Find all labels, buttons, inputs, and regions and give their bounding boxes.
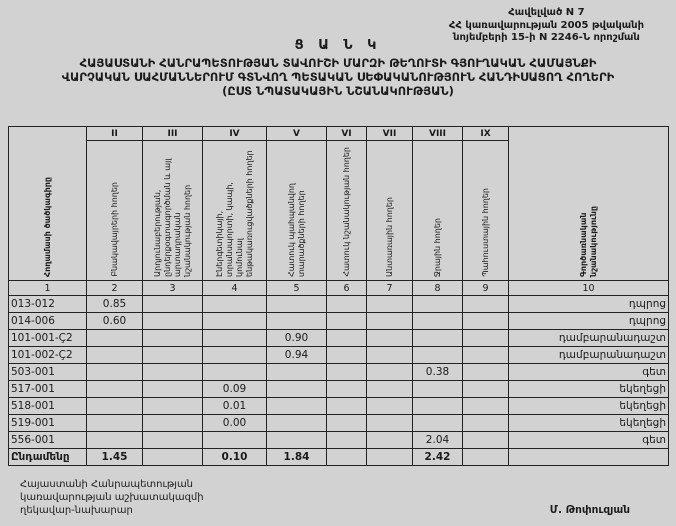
heading-line: ՎԱՐՉԱԿԱՆ ՍԱՀՄԱՆՆԵՐՈՒՄ ԳՏՆՎՈՂ ՊԵՏԱԿԱՆ ՍԵՓԱԿԱՆՈՒԹՅՈՒՆ ՀԱՆԴԻՍԱՑՈՂ ՀՈՂԵՐԻ — [61, 70, 615, 85]
column-header-purpose — [509, 127, 669, 281]
column-number: 4 — [203, 281, 267, 296]
parcel-code: 101-001-Ç2 — [9, 330, 87, 347]
area-value — [203, 432, 267, 449]
column-header — [87, 141, 143, 281]
column-number: 9 — [463, 281, 509, 296]
area-value — [327, 296, 367, 313]
area-value — [143, 330, 203, 347]
heading-line: ՀԱՅԱՍՏԱՆԻ ՀԱՆՐԱՊԵՏՈՒԹՅԱՆ ՏԱՎՈՒՇԻ ՄԱՐԶԻ ԹԵՂՈՒՏԻ ԳՅՈՒՂԱԿԱՆ ՀԱՄԱՅՆՔԻ — [79, 56, 597, 70]
area-value — [413, 313, 463, 330]
land-use: եկեղեցի — [509, 415, 669, 432]
roman-numeral: II — [87, 127, 143, 141]
roman-numeral: III — [143, 127, 203, 141]
area-value — [327, 432, 367, 449]
area-value — [413, 296, 463, 313]
column-number: 6 — [327, 281, 367, 296]
land-use: եկեղեցի — [509, 398, 669, 415]
area-value — [367, 364, 413, 381]
column-header-code — [9, 127, 87, 281]
area-value — [203, 313, 267, 330]
area-value — [327, 313, 367, 330]
area-value — [267, 296, 327, 313]
area-value — [203, 330, 267, 347]
table-row — [9, 364, 669, 381]
area-value — [463, 330, 509, 347]
column-header-label: Պահուստային հողեր — [480, 188, 490, 277]
appendix-line: Հավելված N 7 — [508, 7, 585, 18]
area-value — [367, 296, 413, 313]
parcel-code: 503-001 — [9, 364, 87, 381]
table-row — [9, 347, 669, 364]
appendix-line: ՀՀ կառավարության 2005 թվականի — [448, 19, 644, 31]
area-value: 0.85 — [87, 296, 143, 313]
table-row — [9, 313, 669, 330]
area-value: 0.01 — [203, 398, 267, 415]
area-value — [203, 364, 267, 381]
area-value: 1.45 — [87, 449, 143, 466]
page-title: Ց Ա Ն Կ — [294, 38, 382, 53]
column-header — [367, 141, 413, 281]
land-use: գետ — [509, 432, 669, 449]
area-value — [463, 432, 509, 449]
area-value — [413, 330, 463, 347]
parcel-code: 101-002-Ç2 — [9, 347, 87, 364]
area-value — [143, 449, 203, 466]
parcel-code: 013-012 — [9, 296, 87, 313]
area-value — [143, 381, 203, 398]
land-table — [8, 126, 669, 466]
column-number: 8 — [413, 281, 463, 296]
land-use: դամբարանադաշտ — [509, 347, 669, 364]
area-value — [267, 364, 327, 381]
area-value: 0.90 — [267, 330, 327, 347]
land-use: դպրոց — [509, 296, 669, 313]
column-header — [413, 141, 463, 281]
column-header — [267, 141, 327, 281]
roman-numeral-row — [9, 127, 669, 141]
land-use: դամբարանադաշտ — [509, 330, 669, 347]
signatory-name: Մ. Թոփուզյան — [549, 504, 630, 516]
roman-numeral: VII — [367, 127, 413, 141]
area-value: 0.00 — [203, 415, 267, 432]
column-header-label: Արդյունաբերության, ընդերքօգտագործման և այլ արտադրական նշանակության հողեր — [152, 158, 192, 277]
column-header — [203, 141, 267, 281]
area-value — [327, 449, 367, 466]
area-value — [463, 398, 509, 415]
area-value — [463, 381, 509, 398]
area-value — [367, 415, 413, 432]
area-value — [463, 296, 509, 313]
area-value — [267, 415, 327, 432]
area-value — [413, 381, 463, 398]
area-value — [87, 432, 143, 449]
area-value — [267, 381, 327, 398]
area-value — [367, 313, 413, 330]
area-value — [327, 398, 367, 415]
area-value — [463, 415, 509, 432]
land-use: դպրոց — [509, 313, 669, 330]
table-row — [9, 432, 669, 449]
document-heading — [0, 56, 676, 98]
table-row — [9, 398, 669, 415]
parcel-code: 517-001 — [9, 381, 87, 398]
area-value — [267, 398, 327, 415]
area-value: 0.94 — [267, 347, 327, 364]
column-number: 1 — [9, 281, 87, 296]
land-use: եկեղեցի — [509, 381, 669, 398]
column-number: 7 — [367, 281, 413, 296]
signature-line: Հայաստանի Հանրապետության — [20, 479, 194, 490]
area-value — [267, 313, 327, 330]
column-number-row — [9, 281, 669, 296]
area-value — [327, 347, 367, 364]
area-value — [87, 330, 143, 347]
column-header-label: Հողամասի ծածկագիրը — [42, 176, 52, 277]
area-value — [327, 415, 367, 432]
area-value — [87, 398, 143, 415]
column-number: 10 — [509, 281, 669, 296]
table-body — [9, 296, 669, 466]
table-row — [9, 330, 669, 347]
area-value — [143, 364, 203, 381]
area-value — [143, 347, 203, 364]
column-header — [143, 141, 203, 281]
roman-numeral: IV — [203, 127, 267, 141]
signature-block — [20, 478, 204, 517]
appendix-line: նոյեմբերի 15-ի N 2246-Ն որոշման — [453, 32, 640, 43]
area-value — [367, 330, 413, 347]
area-value — [143, 398, 203, 415]
table-row — [9, 415, 669, 432]
land-use — [509, 449, 669, 466]
area-value — [143, 415, 203, 432]
area-value — [463, 347, 509, 364]
column-header-label: Բնակավայրերի հողեր — [109, 182, 119, 277]
table-row — [9, 296, 669, 313]
column-number: 3 — [143, 281, 203, 296]
roman-numeral: IX — [463, 127, 509, 141]
area-value — [143, 296, 203, 313]
roman-numeral: V — [267, 127, 327, 141]
area-value — [367, 381, 413, 398]
signature-line: ղեկավար-նախարար — [20, 505, 133, 516]
area-value — [463, 313, 509, 330]
column-number: 5 — [267, 281, 327, 296]
column-header-label: Ջրային հողեր — [432, 217, 442, 277]
area-value — [413, 415, 463, 432]
parcel-code: 556-001 — [9, 432, 87, 449]
column-header — [327, 141, 367, 281]
roman-numeral: VIII — [413, 127, 463, 141]
area-value — [413, 347, 463, 364]
parcel-code: 519-001 — [9, 415, 87, 432]
area-value: 2.42 — [413, 449, 463, 466]
column-header-label: Գործառնական նշանակությունը — [578, 205, 598, 277]
area-value — [367, 449, 413, 466]
column-header-label: Հատուկ պահպանվող տարածքների հողեր — [286, 183, 306, 277]
area-value — [327, 330, 367, 347]
column-header-label: Էներգետիկայի, տրանսպորտի, կապի, կոմունալ ենթակառուցվածքների հողեր — [214, 150, 254, 277]
column-header-label: Հատուկ նշանակության հողեր — [341, 147, 351, 277]
area-value — [367, 398, 413, 415]
area-value — [463, 449, 509, 466]
area-value — [463, 364, 509, 381]
land-use: գետ — [509, 364, 669, 381]
area-value — [203, 296, 267, 313]
column-header — [463, 141, 509, 281]
area-value — [87, 381, 143, 398]
parcel-code: 518-001 — [9, 398, 87, 415]
area-value: 0.10 — [203, 449, 267, 466]
area-value — [203, 347, 267, 364]
area-value — [413, 398, 463, 415]
area-value — [327, 364, 367, 381]
column-number: 2 — [87, 281, 143, 296]
parcel-code: 014-006 — [9, 313, 87, 330]
area-value: 0.38 — [413, 364, 463, 381]
area-value — [267, 432, 327, 449]
area-value — [367, 432, 413, 449]
table-row — [9, 381, 669, 398]
heading-line: (ԸՍՏ ՆՊԱՏԱԿԱՅԻՆ ՆՇԱՆԱԿՈՒԹՅԱՆ) — [222, 84, 454, 99]
area-value: 0.09 — [203, 381, 267, 398]
column-header-label: Անտառային հողեր — [384, 197, 394, 277]
area-value — [87, 347, 143, 364]
area-value — [87, 415, 143, 432]
area-value — [327, 381, 367, 398]
area-value: 2.04 — [413, 432, 463, 449]
total-row — [9, 449, 669, 466]
area-value — [367, 347, 413, 364]
area-value: 1.84 — [267, 449, 327, 466]
area-value: 0.60 — [87, 313, 143, 330]
area-value — [143, 432, 203, 449]
roman-numeral: VI — [327, 127, 367, 141]
signature-line: կառավարության աշխատակազմի — [20, 492, 204, 503]
area-value — [143, 313, 203, 330]
area-value — [87, 364, 143, 381]
total-label: Ընդամենը — [9, 449, 87, 466]
